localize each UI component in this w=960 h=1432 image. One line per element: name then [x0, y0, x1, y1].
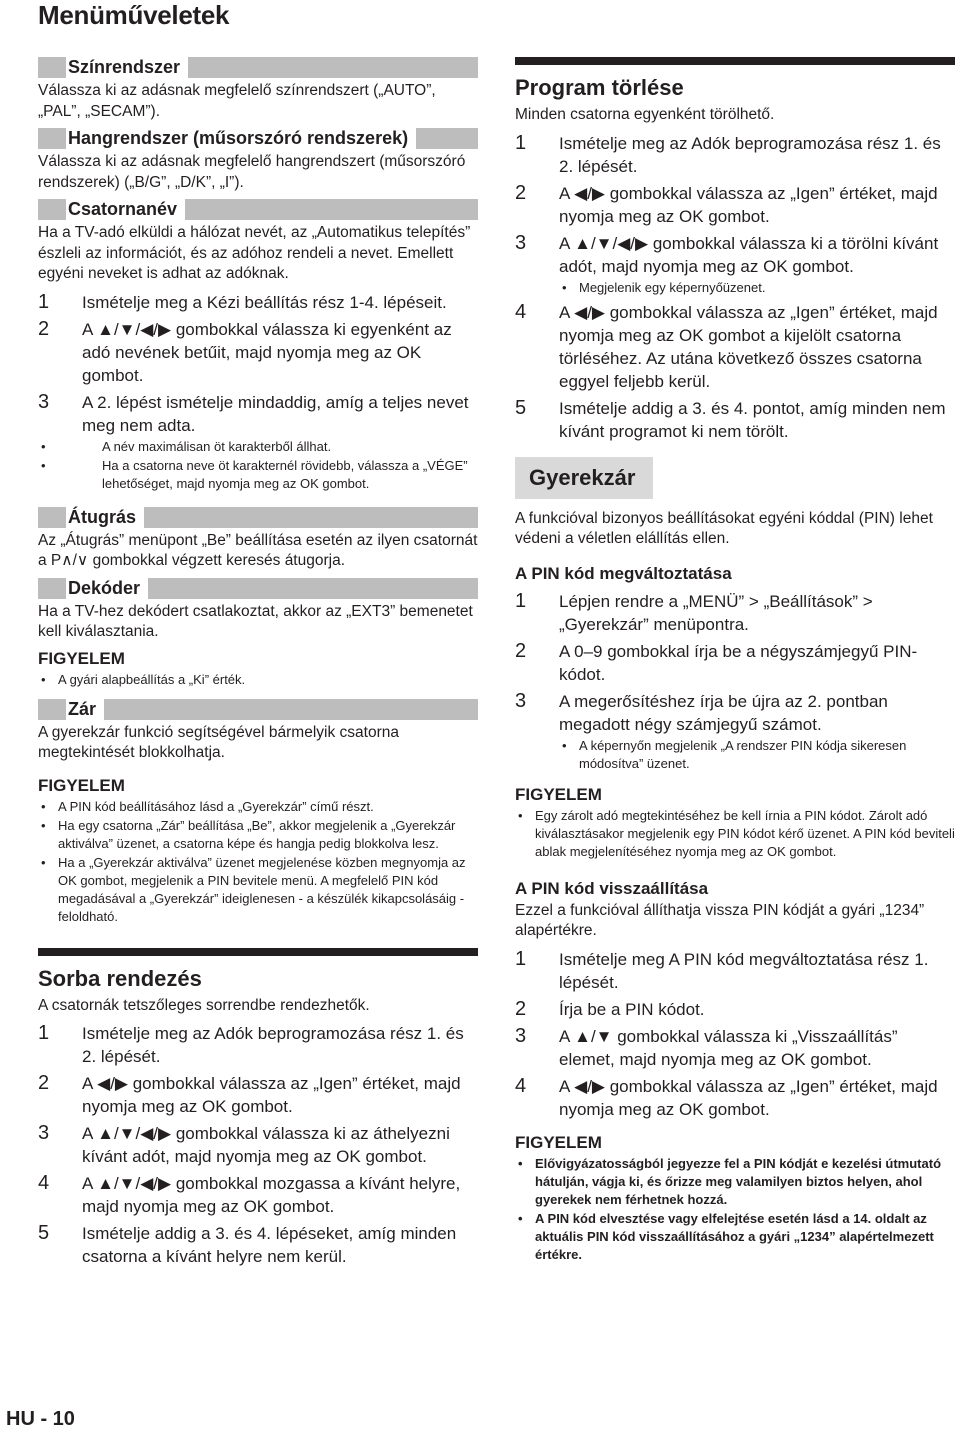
sorba-title: Sorba rendezés	[38, 965, 202, 991]
pin-reset-note: • A PIN kód elvesztése vagy elfelejtése esetén lásd a 14. oldalt az aktuális PIN kód visszaállításához a gyári „1234” alapértelmezett értékre.	[515, 1210, 955, 1264]
section-bar-szinrendszer	[38, 57, 478, 78]
pin-reset-step-2: 2 Írja be a PIN kódot.	[515, 997, 705, 1020]
torles-step-1: 1 Ismételje meg az Adók beprogramozása rész 1. és 2. lépését.	[515, 131, 941, 176]
section-bar-hangrendszer	[38, 128, 478, 149]
hangrendszer-text: Válassza ki az adásnak megfelelő hangrendszert (műsorszóró rendszerek) („B/G”, „D/K”, „I”).	[38, 153, 466, 191]
right-column	[515, 57, 955, 1265]
pin-reset-step-4: 4 A ◀/▶ gombokkal válassza az „Igen” értéket, majd nyomja meg az OK gombot.	[515, 1074, 938, 1119]
pin-reset-text: Ezzel a funkcióval állíthatja vissza PIN kódját a gyári „1234” alapértékre.	[515, 901, 925, 939]
dekoder-text: Ha a TV-hez dekódert csatlakoztat, akkor az „EXT3” bemenetet kell kiválasztania.	[38, 602, 473, 640]
sorba-step-2: 2 A ◀/▶ gombokkal válassza az „Igen” értéket, majd nyomja meg az OK gombot.	[38, 1072, 461, 1116]
section-bar-csatornanev	[38, 199, 478, 220]
section-title-atugras: Átugrás	[66, 507, 144, 528]
section-title-hangrendszer: Hangrendszer (műsorszóró rendszerek)	[66, 128, 416, 149]
atugras-text: Az „Átugrás” menüpont „Be” beállítása esetén az ilyen csatornát a P∧/∨ gombokkal végzett keresés átugorja.	[38, 531, 478, 569]
section-bar-zar	[38, 699, 478, 720]
torles-step-2: 2 A ◀/▶ gombokkal válassza az „Igen” értéket, majd nyomja meg az OK gombot.	[515, 181, 938, 226]
section-divider	[38, 948, 478, 956]
szinrendszer-text: Válassza ki az adásnak megfelelő színrendszert („AUTO”, „PAL”, „SECAM”).	[38, 82, 436, 120]
csatornanev-bullet: • Ha a csatorna neve öt karakternél rövidebb, válassza a „VÉGE” lehetőséget, majd nyomja meg az OK gombot.	[38, 457, 478, 493]
gyerekzar-text: A funkcióval bizonyos beállításokat egyéni kóddal (PIN) lehet védeni a véletlen elállítás ellen.	[515, 509, 933, 547]
zar-note: • A PIN kód beállításához lásd a „Gyerekzár” című részt.	[38, 798, 478, 816]
sorba-text: A csatornák tetszőleges sorrendbe rendezhetők.	[38, 996, 370, 1014]
sorba-step-3: 3 A ▲/▼/◀/▶ gombokkal válassza ki az áthelyezni kívánt adót, majd nyomja meg az OK gombot.	[38, 1122, 450, 1166]
zar-note: • Ha a „Gyerekzár aktiválva” üzenet megjelenése közben megnyomja az OK gombot, megjelenik a PIN bevitele menü. A megfelelő PIN kód megadásával a „Gyerekzár” ideiglenesen - a készülék kikapcsolásáig - feloldható.	[38, 854, 478, 926]
torles-bullet: • Megjelenik egy képernyőüzenet.	[559, 279, 955, 297]
pin-reset-step-3: 3 A ▲/▼ gombokkal válassza ki „Visszaállítás” elemet, majd nyomja meg az OK gombot.	[515, 1024, 898, 1069]
pin-reset-note: • Elővigyázatosságból jegyezze fel a PIN kódját e kezelési útmutató hátulján, vágja ki, és őrizze meg valamilyen biztos helyen, ahol gyerekek nem férhetnek hozzá.	[515, 1155, 955, 1209]
torles-title: Program törlése	[515, 75, 684, 100]
section-title-csatornanev: Csatornanév	[66, 199, 185, 220]
torles-text: Minden csatorna egyenként törölhető.	[515, 106, 775, 123]
page-title: Menüműveletek	[38, 0, 230, 30]
section-title-zar: Zár	[66, 699, 104, 720]
sorba-step-4: 4 A ▲/▼/◀/▶ gombokkal mozgassa a kívánt helyre, majd nyomja meg az OK gombot.	[38, 1172, 461, 1216]
pin-change-step-1: 1 Lépjen rendre a „MENÜ” > „Beállítások” > „Gyerekzár” menüpontra.	[515, 589, 873, 634]
torles-step-5: 5 Ismételje addig a 3. és 4. pontot, amíg minden nem kívánt programot ki nem törölt.	[515, 396, 946, 441]
section-divider	[515, 57, 955, 65]
pin-change-title: A PIN kód megváltoztatása	[515, 563, 732, 583]
pin-reset-note-title: FIGYELEM	[515, 1132, 602, 1152]
csatornanev-step-1: 1 Ismételje meg a Kézi beállítás rész 1-4. lépéseit.	[38, 290, 447, 313]
section-bar-atugras	[38, 507, 478, 528]
torles-step-3: 3 A ▲/▼/◀/▶ gombokkal válassza ki a törölni kívánt adót, majd nyomja meg az OK gombot. • Megjelenik egy képernyőüzenet.	[515, 232, 955, 297]
zar-note-title: FIGYELEM	[38, 775, 125, 795]
pin-reset-title: A PIN kód visszaállítása	[515, 878, 709, 898]
zar-note: • Ha egy csatorna „Zár” beállítása „Be”, akkor megjelenik a „Gyerekzár aktiválva” üzenet, a csatorna képe és hangja pedig blokkolva lesz.	[38, 817, 478, 853]
csatornanev-text: Ha a TV-adó elküldi a hálózat nevét, az „Automatikus telepítés” észleli az információt, és az adóhoz rendeli a nevet. Emellett egyéni neveket is adhat az adóknak.	[38, 224, 471, 282]
sorba-step-5: 5 Ismételje addig a 3. és 4. lépéseket, amíg minden csatorna a kívánt helyre nem kerül.	[38, 1222, 457, 1266]
pin-change-note: • Egy zárolt adó megtekintéséhez be kell írnia a PIN kódot. Zárolt adó kiválasztásakor megjelenik egy PIN kódot kérő üzenet. A PIN kód beviteli ablak megjelenítéséhez nyomja meg az OK gombot.	[515, 807, 955, 861]
section-bar-dekoder	[38, 578, 478, 599]
dekoder-note: • A gyári alapbeállítás a „Ki” érték.	[38, 671, 478, 689]
dekoder-note-title: FIGYELEM	[38, 648, 125, 668]
csatornanev-bullet: • A név maximálisan öt karakterből állhat.	[38, 438, 478, 456]
left-column	[38, 57, 478, 1272]
csatornanev-step-3: 3 A 2. lépést ismételje mindaddig, amíg a teljes nevet meg nem adta. • A név maximálisan öt karakterből állhat. • Ha a csatorna neve öt karakternél rövidebb, válassza a „VÉGE” lehetőséget, majd nyomja meg az OK gombot.	[38, 391, 478, 493]
pin-change-step-2: 2 A 0–9 gombokkal írja be a négyszámjegyű PIN-kódot.	[515, 639, 918, 684]
gyerekzar-title: Gyerekzár	[515, 457, 653, 499]
page-number: HU - 10	[6, 1408, 75, 1430]
csatornanev-step-2: 2 A ▲/▼/◀/▶ gombokkal válassza ki egyenként az adó nevének betűit, majd nyomja meg az OK gombot.	[38, 317, 452, 385]
torles-step-4: 4 A ◀/▶ gombokkal válassza az „Igen” értéket, majd nyomja meg az OK gombot a kijelölt csatorna törléséhez. Az utána következő összes csatorna eggyel feljebb kerül.	[515, 300, 938, 391]
section-title-dekoder: Dekóder	[66, 578, 148, 599]
pin-change-bullet: • A képernyőn megjelenik „A rendszer PIN kódja sikeresen módosítva” üzenet.	[559, 737, 955, 773]
sorba-step-1: 1 Ismételje meg az Adók beprogramozása rész 1. és 2. lépését.	[38, 1022, 464, 1066]
section-title-szinrendszer: Színrendszer	[66, 57, 188, 78]
zar-text: A gyerekzár funkció segítségével bármelyik csatorna megtekintését blokkolhatja.	[38, 723, 399, 761]
pin-reset-step-1: 1 Ismételje meg A PIN kód megváltoztatása rész 1. lépését.	[515, 947, 929, 992]
pin-change-note-title: FIGYELEM	[515, 784, 602, 804]
pin-change-step-3: 3 A megerősítéshez írja be újra az 2. pontban megadott négy számjegyű számot. • A képernyőn megjelenik „A rendszer PIN kódja sikeresen módosítva” üzenet.	[515, 690, 955, 773]
